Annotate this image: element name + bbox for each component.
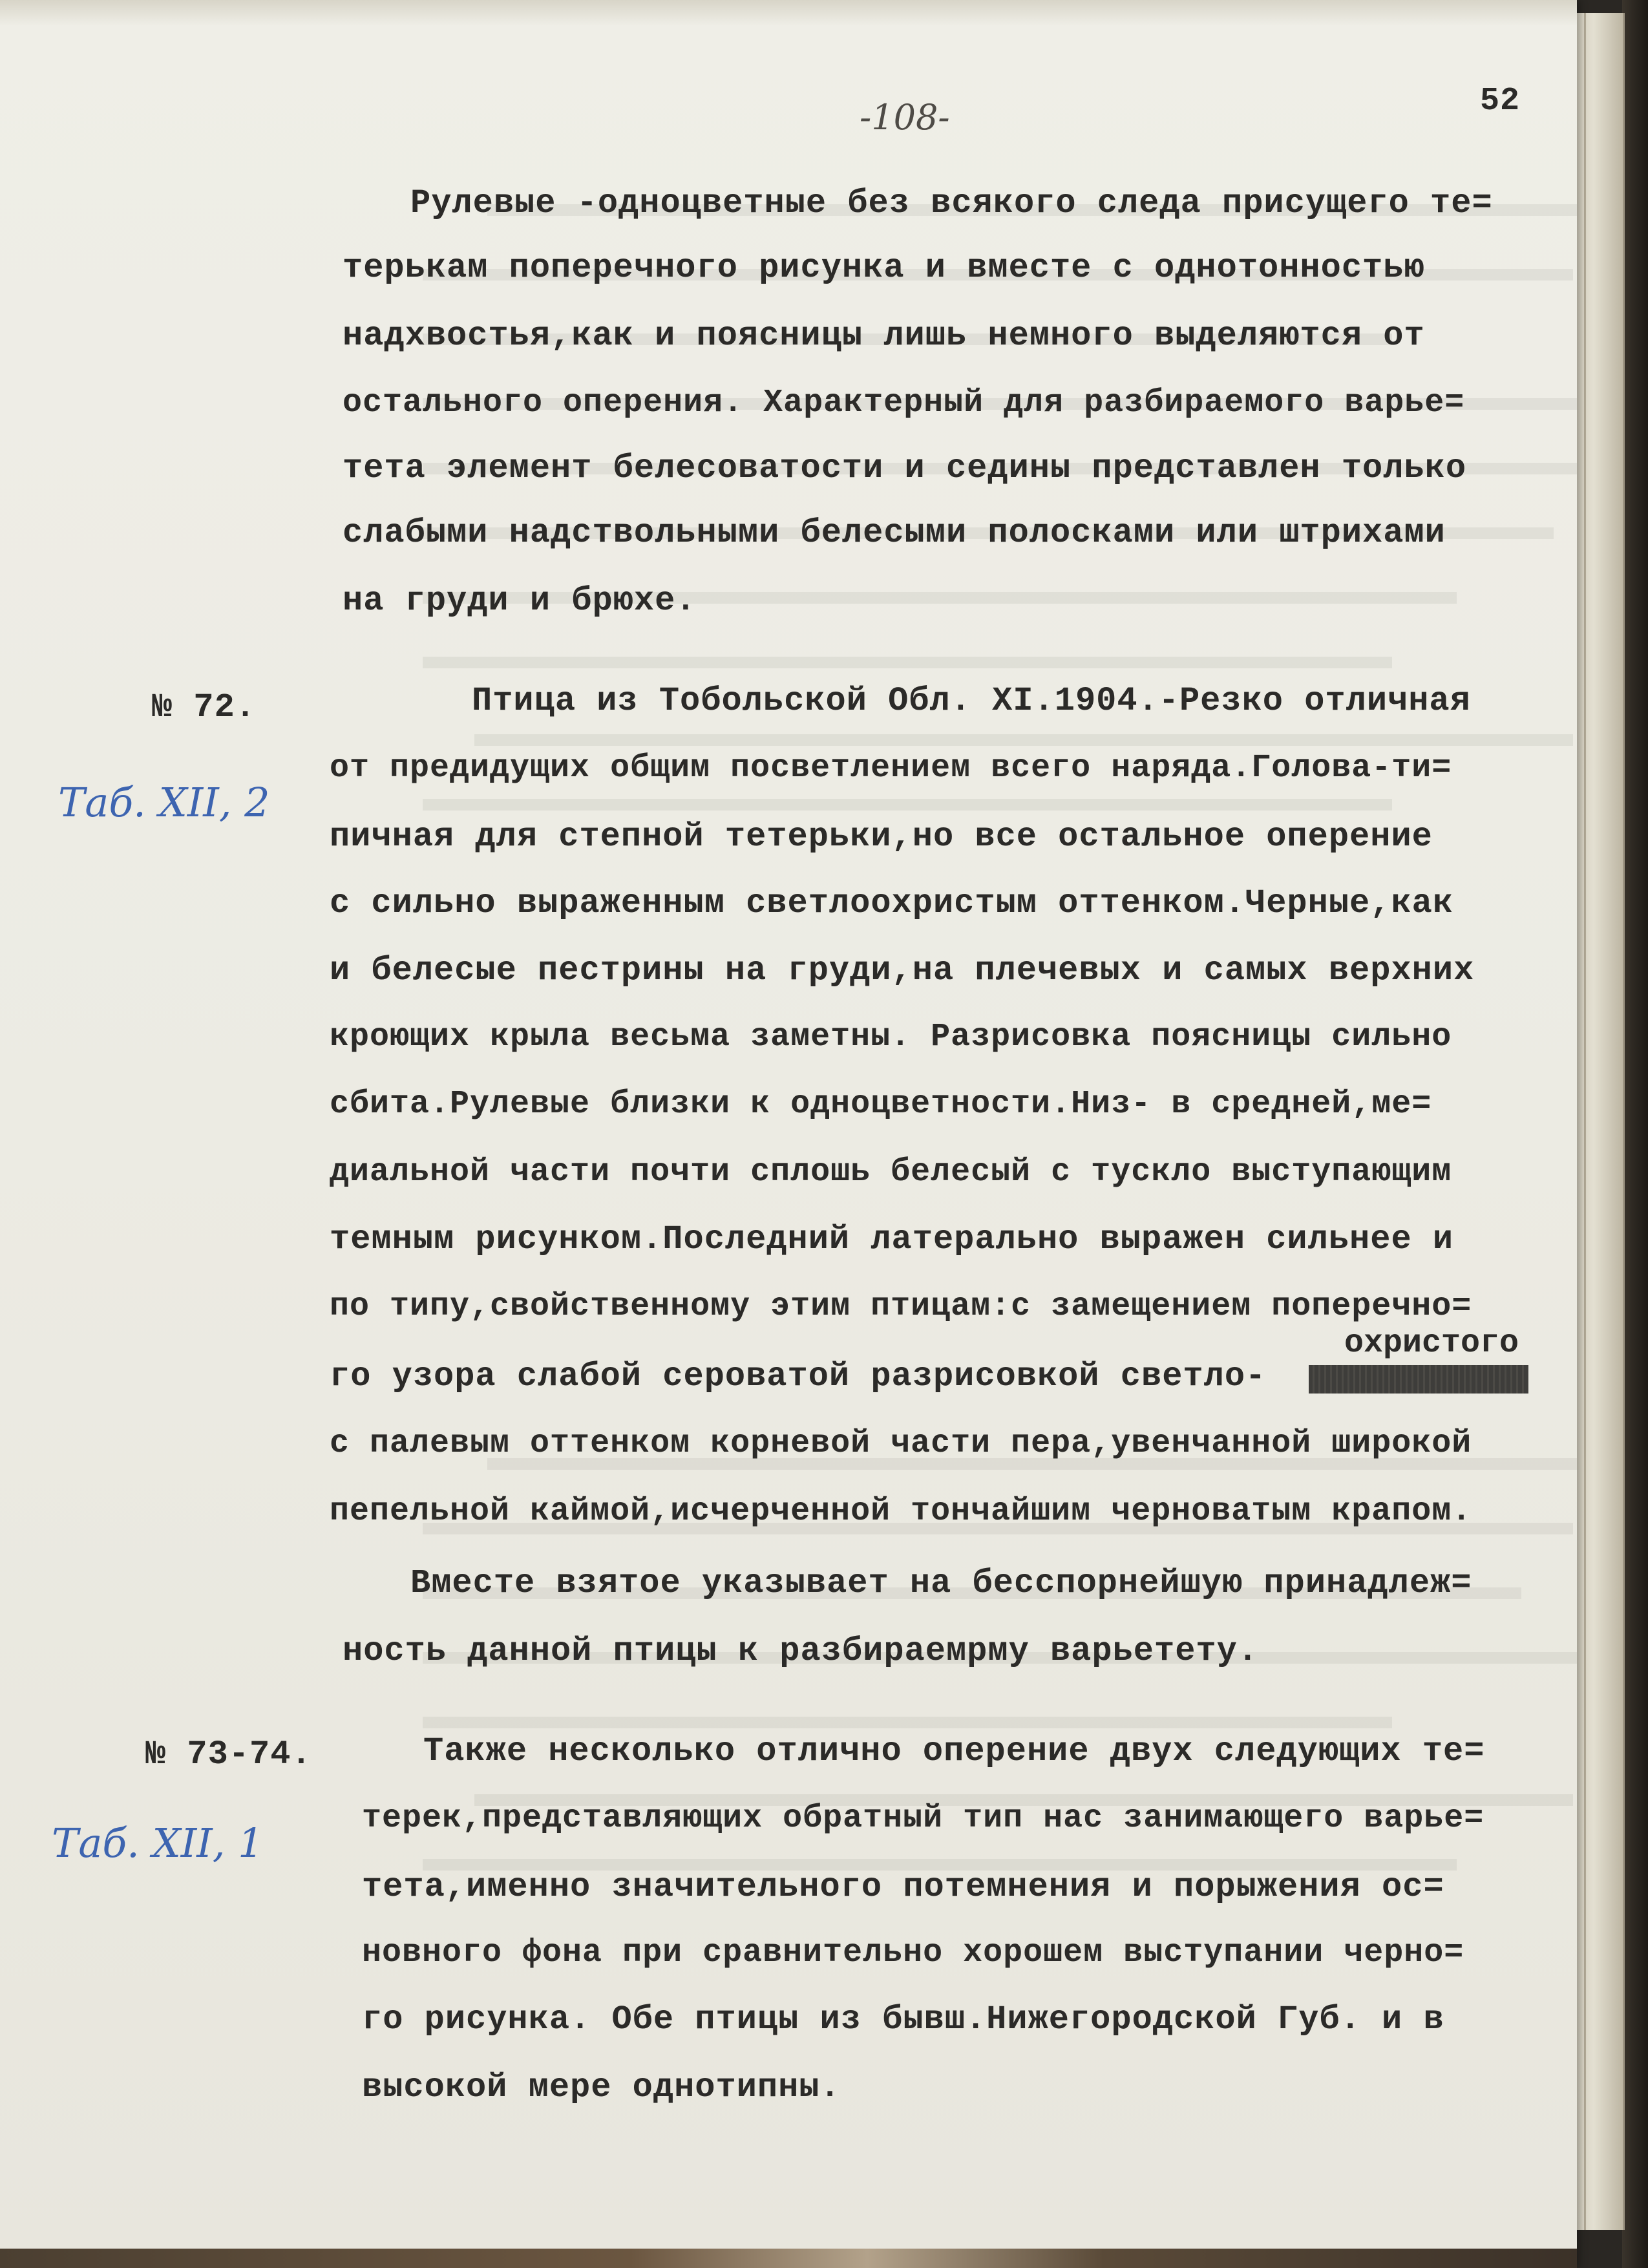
- table-reference: Таб. XII, 1: [52, 1819, 264, 1867]
- text-line: слабыми надствольными белесыми полосками или штрихами: [343, 514, 1446, 552]
- page-number: 52: [1480, 83, 1521, 120]
- text-line: пепельной каймой,исчерченной тончайшим черноватым крапом.: [330, 1493, 1472, 1530]
- text-line: и белесые пестрины на груди,на плечевых и самых верхних: [330, 951, 1475, 990]
- pencil-folio-number: -108-: [860, 97, 950, 138]
- struck-out-word: [1309, 1365, 1528, 1394]
- text-line: тета элемент белесоватости и седины представлен только: [343, 449, 1467, 487]
- typed-insertion: охристого: [1344, 1325, 1519, 1362]
- text-line: надхвостья,как и поясницы лишь немного выделяются от: [343, 317, 1425, 355]
- text-line: с сильно выраженным светлоохристым оттенком.Черные,как: [330, 884, 1454, 922]
- text-line: темным рисунком.Последний латерально выражен сильнее и: [330, 1220, 1454, 1258]
- text-line: остального оперения. Характерный для разбираемого варье=: [343, 385, 1465, 421]
- text-line: Также несколько отлично оперение двух следующих те=: [423, 1732, 1485, 1770]
- text-line: Вместе взятое указывает на бесспорнейшую принадлеж=: [410, 1564, 1472, 1602]
- text-line: с палевым оттенком корневой части пера,увенчанной широкой: [330, 1425, 1472, 1462]
- text-line: го рисунка. Обе птицы из бывш.Нижегородской Губ. и в: [362, 2000, 1444, 2039]
- text-line: терек,представляющих обратный тип нас занимающего варье=: [362, 1800, 1484, 1837]
- text-line: сбита.Рулевые близки к одноцветности.Низ- в средней,ме=: [330, 1086, 1432, 1123]
- text-line: пичная для степной тетерьки,но все остальное оперение: [330, 818, 1433, 856]
- text-line: го узора слабой сероватой разрисовкой светло-: [330, 1357, 1267, 1395]
- text-line: высокой мере однотипны.: [362, 2068, 841, 2106]
- scanner-background: [1622, 0, 1648, 2268]
- text-line: диальной части почти сплошь белесый с тускло выступающим: [330, 1154, 1452, 1191]
- scanner-bottom-edge: [0, 2249, 1577, 2268]
- table-reference: Таб. XII, 2: [58, 779, 270, 826]
- specimen-number: № 73-74.: [145, 1735, 312, 1774]
- text-line: Птица из Тобольской Обл. XI.1904.-Резко отличная: [472, 682, 1471, 720]
- text-line: кроющих крыла весьма заметны. Разрисовка поясницы сильно: [330, 1019, 1452, 1055]
- text-line: тета,именно значительного потемнения и порыжения ос=: [362, 1868, 1444, 1906]
- text-line: терькам поперечного рисунка и вместе с однотонностью: [343, 249, 1425, 287]
- text-line: от предидущих общим посветлением всего наряда.Голова-ти=: [330, 750, 1452, 787]
- text-line: Рулевые -одноцветные без всякого следа присущего те=: [410, 184, 1493, 222]
- text-line: по типу,свойственному этим птицам:с замещением поперечно=: [330, 1288, 1472, 1325]
- text-line: ность данной птицы к разбираемрму варьетету.: [343, 1632, 1259, 1670]
- text-line: новного фона при сравнительно хорошем выступании черно=: [362, 1934, 1464, 1971]
- text-line: на груди и брюхе.: [343, 582, 697, 620]
- specimen-number: № 72.: [152, 688, 257, 726]
